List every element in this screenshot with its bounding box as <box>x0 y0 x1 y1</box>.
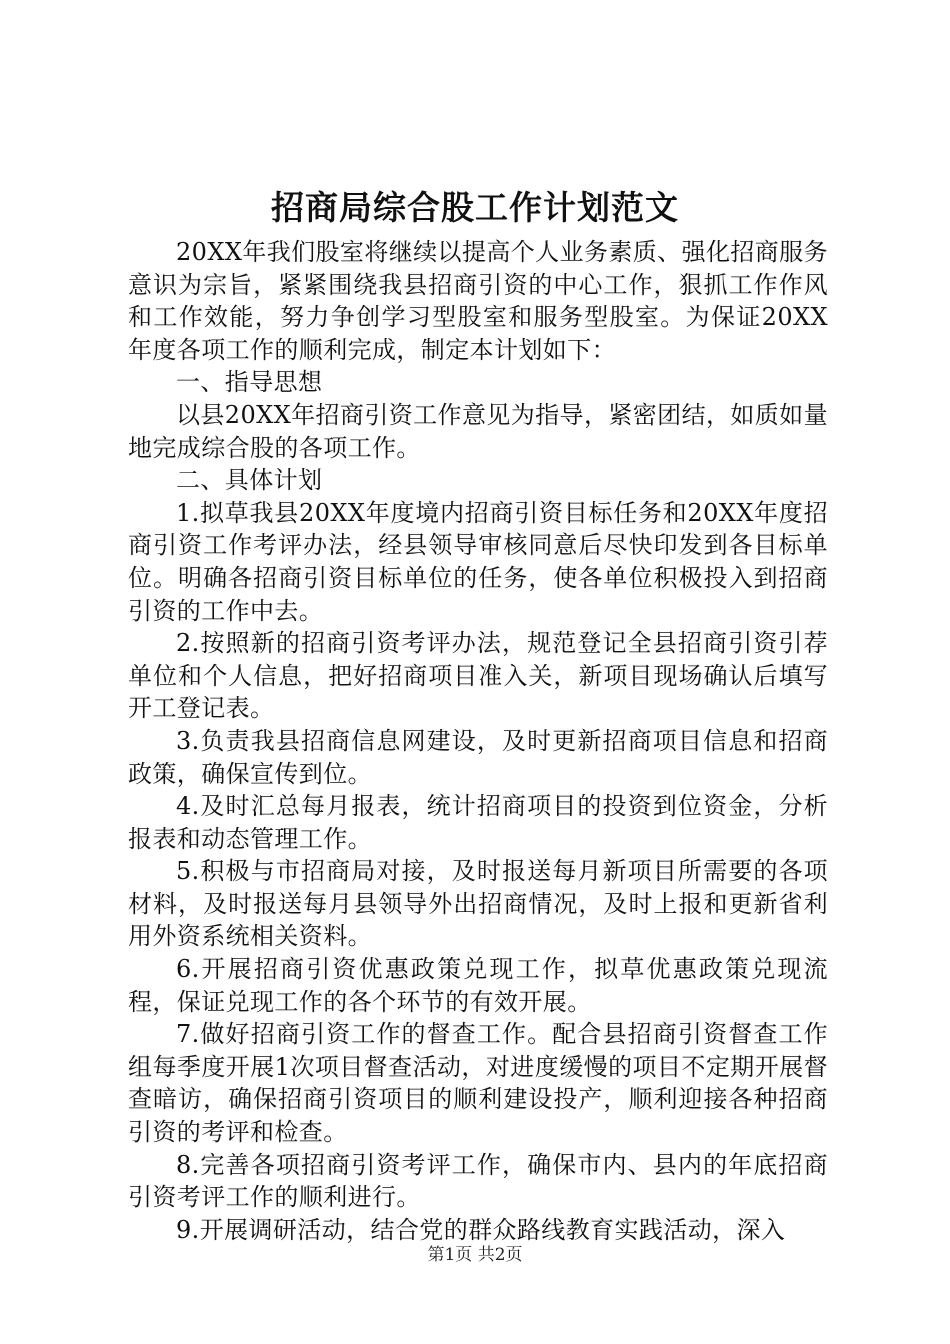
plan-item-7: 7.做好招商引资工作的督查工作。配合县招商引资督查工作组每季度开展1次项目督查活动，对进度缓慢的项目不定期开展督查暗访，确保招商引资项目的顺利建设投产，顺利迎接各种招商引资的考评和检查。 <box>128 1020 828 1147</box>
heading-guiding-thought: 一、指导思想 <box>176 368 323 397</box>
plan-item-3: 3.负责我县招商信息网建设，及时更新招商项目信息和招商政策，确保宣传到位。 <box>128 726 828 788</box>
page-footer: 第1页 共2页 <box>427 1245 523 1265</box>
plan-item-6: 6.开展招商引资优惠政策兑现工作，拟草优惠政策兑现流程，保证兑现工作的各个环节的有效开展。 <box>128 955 828 1016</box>
plan-item-1: 1.拟草我县20XX年度境内招商引资目标任务和20XX年度招商引资工作考评办法，经县领导审核同意后尽快印发到各目标单位。明确各招商引资目标单位的任务，使各单位积极投入到招商引资的工作中去。 <box>128 498 828 625</box>
plan-item-2: 2.按照新的招商引资考评办法，规范登记全县招商引资引荐单位和个人信息，把好招商项目准入关，新项目现场确认后填写开工登记表。 <box>128 629 828 723</box>
document-body <box>128 236 828 1246</box>
paragraph-guiding-thought: 以县20XX年招商引资工作意见为指导，紧密团结，如质如量地完成综合股的各项工作。 <box>128 400 828 462</box>
plan-item-8: 8.完善各项招商引资考评工作，确保市内、县内的年底招商引资考评工作的顺利进行。 <box>128 1150 828 1212</box>
document-title: 招商局综合股工作计划范文 <box>271 188 679 227</box>
plan-item-9: 9.开展调研活动，结合党的群众路线教育实践活动，深入 <box>176 1215 786 1244</box>
plan-item-4: 4.及时汇总每月报表，统计招商项目的投资到位资金，分析报表和动态管理工作。 <box>128 792 828 853</box>
paragraph-intro: 20XX年我们股室将继续以提高个人业务素质、强化招商服务意识为宗旨，紧紧围绕我县招商引资的中心工作，狠抓工作作风和工作效能，努力争创学习型股室和服务型股室。为保证20XX年度各项工作的顺利完成，制定本计划如下： <box>128 238 828 364</box>
plan-item-5: 5.积极与市招商局对接，及时报送每月新项目所需要的各项材料，及时报送每月县领导外出招商情况，及时上报和更新省利用外资系统相关资料。 <box>128 857 828 951</box>
heading-specific-plan: 二、具体计划 <box>176 466 323 495</box>
